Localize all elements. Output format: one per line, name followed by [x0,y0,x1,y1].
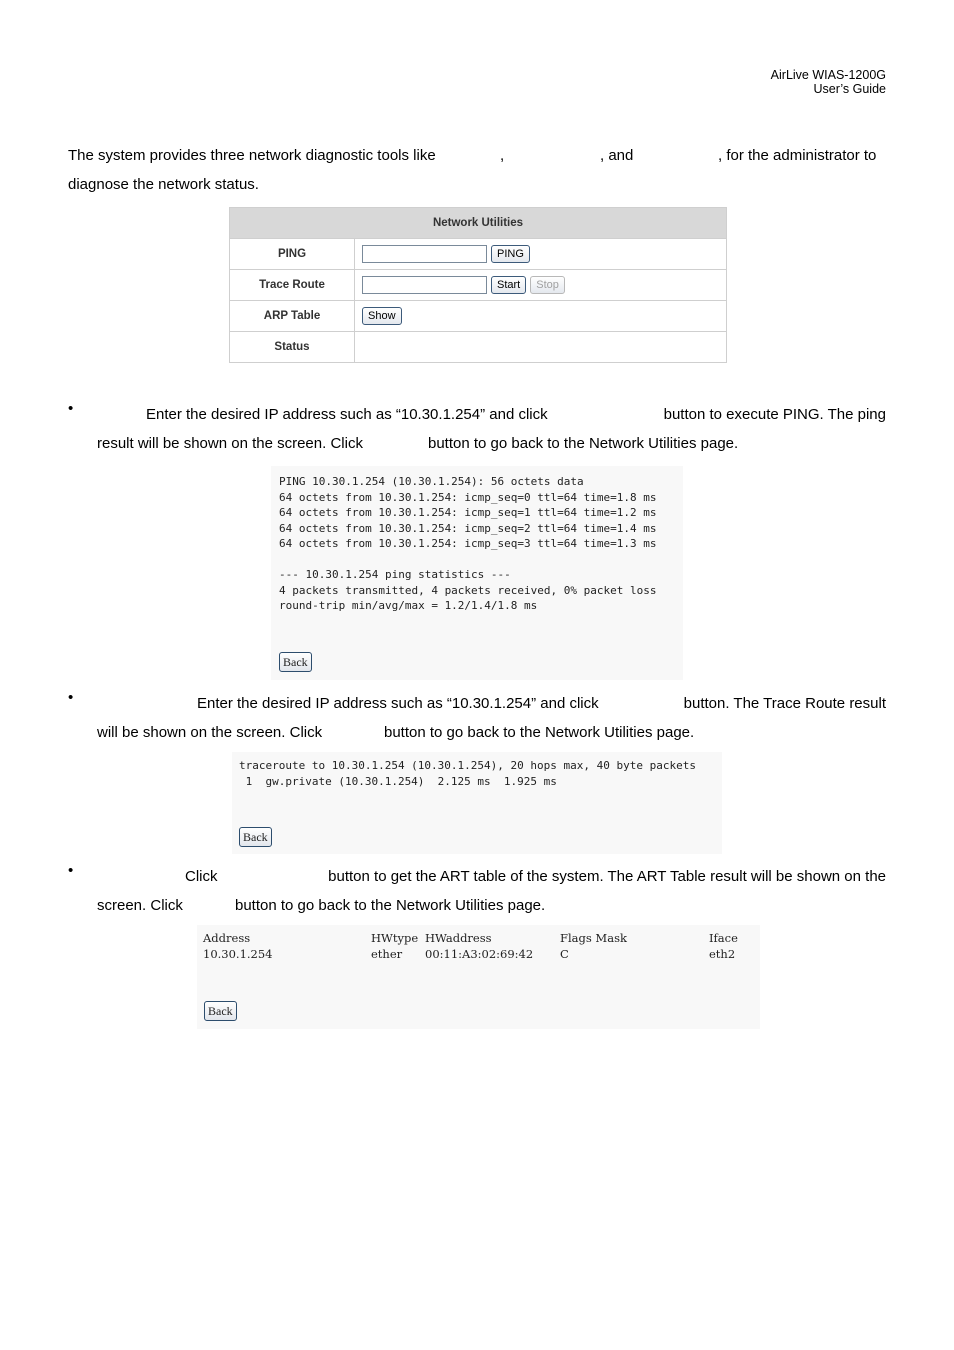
bullet-arp-text-a: Click [185,868,218,885]
intro-text-d: , for the administrator to [718,147,877,164]
bullet-arp-text-c: screen. Click [97,897,183,914]
arp-col-hwaddress: HWaddress [425,931,492,945]
arp-col-address: Address [203,931,251,945]
trace-route-label: Trace Route [230,270,355,300]
bullet-ping-paragraph [97,400,886,458]
ping-ip-input[interactable] [362,245,487,263]
trace-back-button[interactable]: Back [239,827,272,847]
arp-cell-hwtype: ether [371,947,403,961]
ping-back-button[interactable]: Back [279,652,312,672]
arp-back-button[interactable]: Back [204,1001,237,1021]
intro-paragraph [68,141,886,199]
intro-text-c: , and [600,147,634,164]
ping-row [230,238,726,269]
intro-text-a: The system provides three network diagnostic tools like [68,147,436,164]
ping-button[interactable]: PING [491,245,530,263]
bullet-arp-text-d: button to go back to the Network Utilities page. [235,897,546,914]
trace-output-panel [232,752,722,854]
bullet-trace-dot: • [68,689,74,706]
bullet-trace-paragraph [97,689,886,747]
arp-cell-iface: eth2 [709,947,736,961]
network-utilities-panel [229,207,727,363]
header-guide: User’s Guide [813,82,886,96]
ping-output-panel [271,466,683,680]
stop-button[interactable]: Stop [530,276,565,294]
arp-table-row [230,300,726,331]
intro-text-line2: diagnose the network status. [68,176,259,193]
trace-route-ip-input[interactable] [362,276,487,294]
bullet-arp-text-b: button to get the ART table of the system. The ART Table result will be shown on the [328,868,886,885]
arp-col-hwtype: HWtype [371,931,419,945]
trace-route-row [230,269,726,300]
arp-col-iface: Iface [709,931,738,945]
arp-col-flags-mask: Flags Mask [560,931,627,945]
arp-cell-hwaddress: 00:11:A3:02:69:42 [425,947,534,961]
start-button[interactable]: Start [491,276,526,294]
bullet-ping-dot: • [68,400,74,417]
arp-table-label: ARP Table [230,301,355,331]
arp-cell-address: 10.30.1.254 [203,947,273,961]
page-header [771,68,886,96]
bullet-trace-text-c: will be shown on the screen. Click [97,724,323,741]
status-row [230,331,726,362]
bullet-ping-text-d: button to go back to the Network Utilities page. [428,435,739,452]
ping-output-text: PING 10.30.1.254 (10.30.1.254): 56 octets data 64 octets from 10.30.1.254: icmp_seq=0 ttl=64 time=1.8 ms 64 octets from 10.30.1.254: icmp_seq=1 ttl=64 time=1.2 ms 64 octets from 10.30.1.254: icmp_seq=2 ttl=64 time=1.4 ms 64 octets from 10.30.1.254: icmp_seq=3 ttl=64 time=1.3 ms --- 10.30.1.254 ping statistics --- 4 packets transmitted, 4 packets received, 0% packet loss round-trip min/avg/max = 1.2/1.4/1.8 ms [279,475,657,612]
header-product: AirLive WIAS-1200G [770,68,886,82]
intro-text-b: , [500,147,505,164]
ping-label: PING [230,239,355,269]
trace-output-text: traceroute to 10.30.1.254 (10.30.1.254), 20 hops max, 40 byte packets 1 gw.private (10.30.1.254) 2.125 ms 1.925 ms [239,759,696,788]
bullet-arp-paragraph [97,862,886,920]
arp-output-panel [197,925,760,1029]
status-value [355,332,726,362]
bullet-trace-text-a: Enter the desired IP address such as “10.30.1.254” and click [197,695,599,712]
bullet-ping-text-c: result will be shown on the screen. Click [97,435,363,452]
status-label: Status [230,332,355,362]
network-utilities-title: Network Utilities [230,208,726,238]
bullet-trace-text-b: button. The Trace Route result [683,695,886,712]
arp-cell-flags: C [560,947,569,961]
show-button[interactable]: Show [362,307,402,325]
bullet-ping-text-a: Enter the desired IP address such as “10.30.1.254” and click [146,406,548,423]
bullet-arp-dot: • [68,862,74,879]
bullet-trace-text-d: button to go back to the Network Utilities page. [384,724,695,741]
bullet-ping-text-b: button to execute PING. The ping [663,406,886,423]
